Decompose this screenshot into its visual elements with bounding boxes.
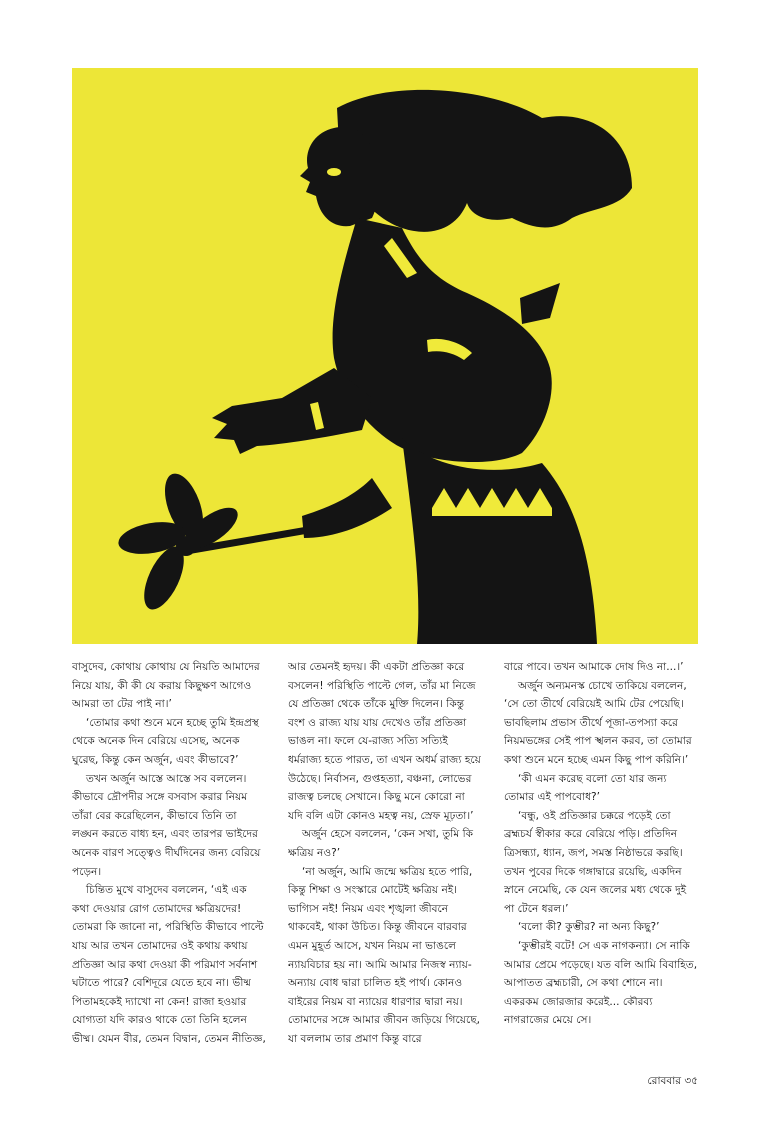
column-2-paragraph: অর্জুন হেসে বললেন, ‘কেন সখা, তুমি কি ক্ষত্রিয় নও?’ [288, 828, 474, 859]
column-3-paragraph: ‘বলো কী? কুম্ভীর? না অন্য কিছু?’ [518, 921, 660, 934]
column-2-paragraph: ‘না অর্জুন, আমি জন্মে ক্ষত্রিয় হতে পারি, কিন্তু শিক্ষা ও সংস্কারে মোটেই ক্ষত্রিয় নই। ভাগ্যিস নই! নিয়ম এবং শৃঙ্খলা জীবনে থাকবেই, থাকা উচিত। কিন্তু জীবনে বারবার এমন মুহূর্ত আসে, যখন নিয়ম না ভাঙলে ন্যায়বিচার হয় না। আমি আমার নিজস্ব ন্যায়-অন্যায় বোধ দ্বারা চালিত হই পার্থ। কোনও বাইরের নিয়ম বা ন্যায়ের ধারণার দ্বারা নয়। তোমাদের সঙ্গে আমার জীবন জড়িয়ে গিয়েছে, যা বললাম তার প্রমাণ কিন্তু বারে [288, 865, 480, 1045]
eye-cutout [327, 168, 341, 176]
article-column-1 [72, 658, 266, 1068]
article-column-2 [288, 658, 482, 1068]
column-1-paragraph: বাসুদেব, কোথায় কোথায় যে নিয়তি আমাদের নিয়ে যায়, কী কী যে করায় কিছুক্ষণ আগেও আমরা তা টের পাই না।’ [72, 661, 260, 711]
column-3-paragraph: ‘কী এমন করেছ বলো তো যার জন্য তোমার এই পাপবোধ?’ [504, 772, 667, 804]
article-column-3 [504, 658, 698, 1068]
column-3-paragraph: ‘বন্ধু, ওই প্রতিজ্ঞার চক্করে পড়েই তো ব্রহ্মচর্য স্বীকার করে বেরিয়ে পড়ি। প্রতিদিন ত্রিসন্ধ্যা, ধ্যান, জপ, সমস্ত নিষ্ঠাভরে করছি। তখন পুবের দিকে গঙ্গাদ্বারে রয়েছি, একদিন স্নানে নেমেছি, কে যেন জলের মধ্য থেকে দুই পা টেনে ধরল।’ [504, 809, 687, 915]
column-3-paragraph: বারে পাবে। তখন আমাকে দোষ দিও না...।’ [504, 661, 684, 673]
shadow-puppet-illustration [72, 68, 698, 644]
page-footer-label: রোববার ৩৫ [647, 1075, 698, 1087]
column-1-paragraph: চিন্তিত মুখে বাসুদেব বললেন, ‘এই এক কথা দেওয়ার রোগ তোমাদের ক্ষত্রিয়দের! তোমরা কি জানো না, পরিস্থিতি কীভাবে পাল্টে যায় আর তখন তোমাদের ওই কথায় কথায় প্রতিজ্ঞা আর কথা দেওয়া কী পরিমাণ সর্বনাশ ঘটাতে পারে? বেশিদূরে যেতে হবে না। ভীষ্ম পিতামহকেই দ্যাখো না কেন! রাজা হওয়ার যোগ্যতা যদি কারও থাকে তো তিনি হলেন ভীষ্ম। যেমন বীর, তেমন বিদ্বান, তেমন নীতিজ্ঞ, [72, 884, 266, 1045]
column-3-paragraph: ‘কুম্ভীরই বটে! সে এক নাগকন্যা। সে নাকি আমার প্রেমে পড়েছে। যত বলি আমি বিবাহিত, আপাতত ব্রহ্মচারী, সে কথা শোনে না। একরকম জোরজার করেই... কৌরব্য নাগরাজের মেয়ে সে। [504, 939, 698, 1027]
article-columns [72, 658, 698, 1068]
column-1-paragraph: তখন অর্জুন আস্তে আস্তে সব বললেন। কীভাবে দ্রৌপদীর সঙ্গে বসবাস করার নিয়ম তাঁরা বের করেছিলেন, কীভাবে তিনি তা লঙ্ঘন করতে বাধ্য হন, এবং তারপর ভাইদের অনেক বারণ সত্ত্বেও দীর্ঘদিনের জন্য বেরিয়ে পড়েন। [72, 772, 261, 878]
illustration-svg [72, 68, 698, 644]
column-3-paragraph: অর্জুন অন্যমনস্ক চোখে তাকিয়ে বললেন, ‘সে তো তীর্থে বেরিয়েই আমি টের পেয়েছি। ভাবছিলাম প্রভাস তীর্থে পূজা-তপস্যা করে নিয়মভঙ্গের সেই পাপ স্খলন করব, তা তোমার কথা শুনে মনে হচ্ছে এমন কিছু পাপ করিনি।’ [504, 679, 692, 766]
column-1-paragraph: ‘তোমার কথা শুনে মনে হচ্ছে তুমি ইন্দ্রপ্রস্থ থেকে অনেক দিন বেরিয়ে এসেছ, অনেক ঘুরেছ, কিন্তু কেন অর্জুন, এবং কীভাবে?’ [72, 716, 259, 766]
column-2-paragraph: আর তেমনই হৃদয়। কী একটা প্রতিজ্ঞা করে বসলেন! পরিস্থিতি পাল্টে গেল, তাঁর মা নিজে যে প্রতিজ্ঞা থেকে তাঁকে মুক্তি দিলেন। কিন্তু বংশ ও রাজ্য যায় যায় দেখেও তাঁর প্রতিজ্ঞা ভাঙল না। ফলে যে-রাজ্য সত্যি সত্যিই ধর্মরাজ্য হতে পারত, তা এখন অধর্ম রাজ্য হয়ে উঠেছে। নির্বাসন, গুপ্তহত্যা, বঞ্চনা, লোভের রাজত্ব চলছে সেখানে। কিছু মনে কোরো না যদি বলি এটা কোনও মহত্ব নয়, স্রেফ মূঢ়তা।’ [288, 661, 481, 822]
